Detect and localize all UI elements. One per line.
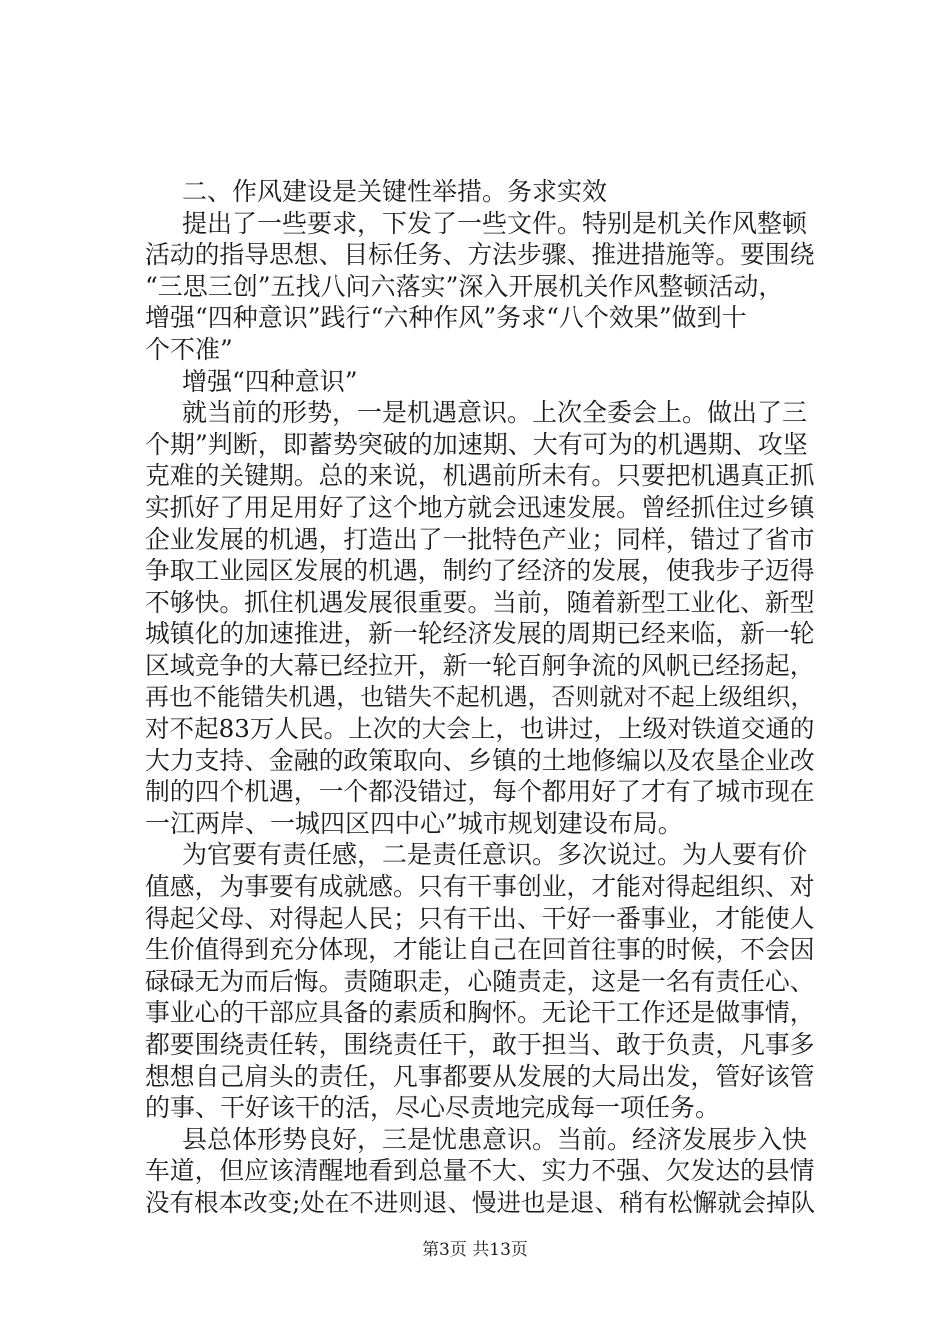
text-line: 县总体形势良好，三是忧患意识。当前。经济发展步入快 — [182, 1124, 808, 1154]
text-line: 增强“四种意识” — [182, 366, 358, 396]
text-line: 个不准” — [145, 334, 233, 364]
text-line: 增强“四种意识”践行“六种作风”务求“八个效果”做到十 — [145, 303, 747, 333]
text-line: 个期”判断，即蓄势突破的加速期、大有可为的机遇期、攻坚 — [145, 429, 808, 459]
text-line: 城镇化的加速推进，新一轮经济发展的周期已经来临，新一轮 — [145, 619, 815, 649]
page-footer: 第3页 共13页 — [422, 1240, 528, 1260]
text-line: 值感，为事要有成就感。只有干事创业，才能对得起组织、对 — [145, 872, 815, 902]
text-line: 不够快。抓住机遇发展很重要。当前，随着新型工业化、新型 — [145, 587, 815, 617]
text-line: 得起父母、对得起人民；只有干出、干好一番事业，才能使人 — [145, 903, 815, 933]
document-body — [145, 176, 815, 1219]
text-line: 事业心的干部应具备的素质和胸怀。无论干工作还是做事情， — [145, 998, 815, 1028]
text-line: 的事、干好该干的活，尽心尽责地完成每一项任务。 — [145, 1093, 721, 1123]
text-line: 争取工业园区发展的机遇，制约了经济的发展，使我步子迈得 — [145, 556, 815, 586]
text-line: 制的四个机遇，一个都没错过，每个都用好了才有了城市现在 — [145, 777, 815, 807]
text-line: 碌碌无为而后悔。责随职走，心随责走，这是一名有责任心、 — [145, 966, 815, 996]
text-line: 企业发展的机遇，打造出了一批特色产业；同样，错过了省市 — [145, 524, 815, 554]
text-line: “三思三创”五找八问六落实”深入开展机关作风整顿活动， — [145, 271, 784, 301]
text-line: 想想自己肩头的责任，凡事都要从发展的大局出发，管好该管 — [145, 1061, 815, 1091]
text-line: 克难的关键期。总的来说，机遇前所未有。只要把机遇真正抓 — [145, 461, 815, 491]
text-line: 一江两岸、一城四区四中心”城市规划建设布局。 — [145, 808, 683, 838]
text-line: 大力支持、金融的政策取向、乡镇的土地修编以及农垦企业改 — [145, 745, 815, 775]
text-line: 提出了一些要求，下发了一些文件。特别是机关作风整顿 — [182, 208, 808, 238]
text-line: 就当前的形势，一是机遇意识。上次全委会上。做出了三 — [182, 398, 808, 428]
text-line: 活动的指导思想、目标任务、方法步骤、推进措施等。要围绕 — [145, 240, 815, 270]
text-line: 为官要有责任感，二是责任意识。多次说过。为人要有价 — [182, 840, 808, 870]
text-line: 实抓好了用足用好了这个地方就会迅速发展。曾经抓住过乡镇 — [145, 492, 815, 522]
text-line: 二、作风建设是关键性举措。务求实效 — [182, 177, 608, 206]
text-line: 都要围绕责任转，围绕责任干，敢于担当、敢于负责，凡事多 — [145, 1030, 815, 1060]
text-line: 对不起83万人民。上次的大会上，也讲过，上级对铁道交通的 — [145, 714, 815, 744]
text-line: 生价值得到充分体现，才能让自己在回首往事的时候，不会因 — [145, 935, 815, 965]
text-line: 车道，但应该清醒地看到总量不大、实力不强、欠发达的县情 — [145, 1156, 815, 1186]
text-line: 再也不能错失机遇，也错失不起机遇，否则就对不起上级组织， — [145, 682, 815, 711]
text-line: 没有根本改变;处在不进则退、慢进也是退、稍有松懈就会掉队 — [145, 1188, 816, 1217]
text-line: 区域竞争的大幕已经拉开，新一轮百舸争流的风帆已经扬起， — [145, 650, 815, 680]
